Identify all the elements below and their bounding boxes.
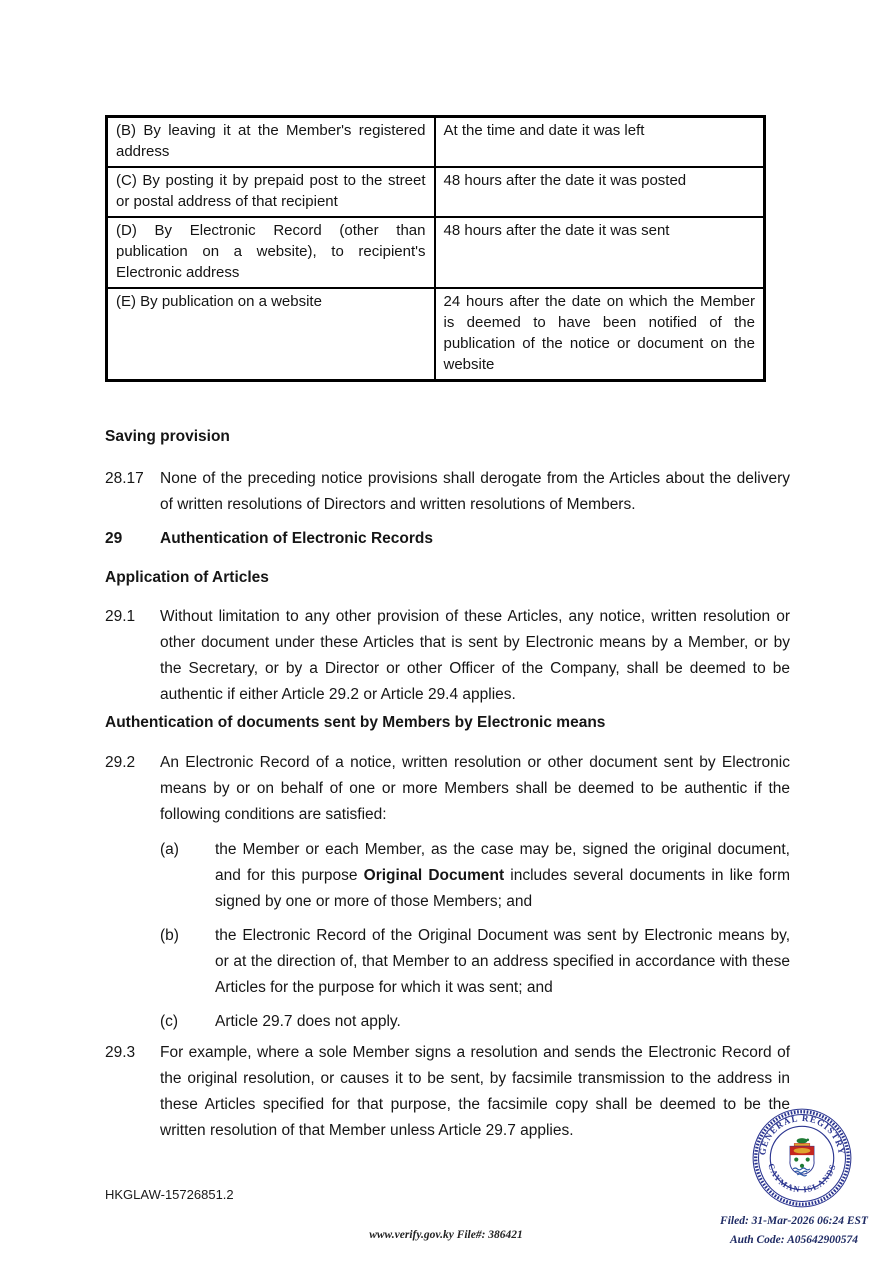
clause-number: 28.17 bbox=[105, 470, 144, 487]
clause-29-3 bbox=[105, 1040, 790, 1144]
notice-delivery-table bbox=[105, 115, 766, 382]
auth-members-heading: Authentication of documents sent by Members by Electronic means bbox=[105, 714, 606, 731]
clause-number: 29.1 bbox=[105, 608, 136, 625]
subitem-label: (b) bbox=[160, 927, 179, 944]
delivery-method-cell: (E) By publication on a website bbox=[107, 288, 435, 381]
clause-29-2 bbox=[105, 750, 790, 828]
delivery-timing-cell: 24 hours after the date on which the Member is deemed to have been notified of the publication of the notice or document on the website bbox=[435, 288, 765, 381]
filed-date-line: Filed: 31-Mar-2026 06:24 EST bbox=[720, 1215, 868, 1227]
subitem-a bbox=[160, 837, 790, 915]
saving-provision-heading: Saving provision bbox=[105, 428, 230, 445]
seal-top-text: GENERAL REGISTRY bbox=[757, 1112, 847, 1156]
subitem-label: (c) bbox=[160, 1013, 179, 1030]
table-row bbox=[107, 217, 765, 288]
clause-29-1 bbox=[105, 604, 790, 708]
application-of-articles-heading: Application of Articles bbox=[105, 569, 269, 586]
table-row bbox=[107, 167, 765, 217]
delivery-method-cell: (D) By Electronic Record (other than publication on a website), to recipient's Electronic address bbox=[107, 217, 435, 288]
clause-text: For example, where a sole Member signs a resolution and sends the Electronic Record of the original resolution, or causes it to be sent, by facsimile transmission to the address in these Articles specified for that purpose, the facsimile copy shall be deemed to be the written resolution of that Member unless Article 29.7 applies. bbox=[160, 1044, 790, 1139]
subitem-text: Article 29.7 does not apply. bbox=[215, 1013, 401, 1030]
delivery-method-cell: (B) By leaving it at the Member's registered address bbox=[107, 117, 435, 168]
document-reference: HKGLAW-15726851.2 bbox=[105, 1187, 234, 1202]
delivery-timing-cell: 48 hours after the date it was sent bbox=[435, 217, 765, 288]
defined-term: Original Document bbox=[363, 867, 505, 884]
table-row bbox=[107, 288, 765, 381]
delivery-timing-cell: At the time and date it was left bbox=[435, 117, 765, 168]
filing-stamp-text bbox=[704, 1212, 884, 1250]
clause-number: 29.2 bbox=[105, 754, 136, 771]
verify-url-line: www.verify.gov.ky File#: 386421 bbox=[369, 1229, 523, 1241]
section-29-heading bbox=[105, 526, 790, 552]
clause-text: An Electronic Record of a notice, written resolution or other document sent by Electronic means by or on behalf of one or more Members shall be deemed to be authentic if the following conditions are satisfied: bbox=[160, 754, 790, 823]
subitem-text: the Electronic Record of the Original Document was sent by Electronic means by, or at the direction of, that Member to an address specified in accordance with these Articles for the purpose for which it was sent; and bbox=[215, 927, 790, 996]
subitem-text-post: includes several documents in like form signed by one or more of those Members; and bbox=[215, 867, 790, 910]
subitem-label: (a) bbox=[160, 841, 179, 858]
table-row bbox=[107, 117, 765, 168]
clause-text: Without limitation to any other provision of these Articles, any notice, written resolution or other document under these Articles that is sent by Electronic means by a Member, or by the Secretary, or by a Director or other Officer of the Company, shall be deemed to be authentic if either Article 29.2 or Article 29.4 applies. bbox=[160, 608, 790, 703]
auth-code-line: Auth Code: A05642900574 bbox=[729, 1234, 858, 1246]
subitem-c bbox=[160, 1009, 790, 1035]
delivery-method-cell: (C) By posting it by prepaid post to the street or postal address of that recipient bbox=[107, 167, 435, 217]
subitem-text bbox=[215, 837, 790, 915]
general-registry-seal-icon bbox=[750, 1106, 854, 1210]
document-content bbox=[105, 115, 790, 1144]
clause-number: 29.3 bbox=[105, 1044, 136, 1061]
section-title: Authentication of Electronic Records bbox=[160, 530, 434, 547]
seal-bottom-text: CAYMAN ISLANDS bbox=[766, 1162, 838, 1195]
subitem-text-pre: the Member or each Member, as the case may be, signed the original document, and for this purpose bbox=[215, 841, 790, 884]
clause-28-17 bbox=[105, 466, 790, 518]
subitem-b bbox=[160, 923, 790, 1001]
clause-text: None of the preceding notice provisions shall derogate from the Articles about the delivery of written resolutions of Directors and written resolutions of Members. bbox=[160, 470, 790, 513]
cayman-crest-icon bbox=[790, 1138, 814, 1176]
section-number: 29 bbox=[105, 530, 123, 547]
delivery-timing-cell: 48 hours after the date it was posted bbox=[435, 167, 765, 217]
